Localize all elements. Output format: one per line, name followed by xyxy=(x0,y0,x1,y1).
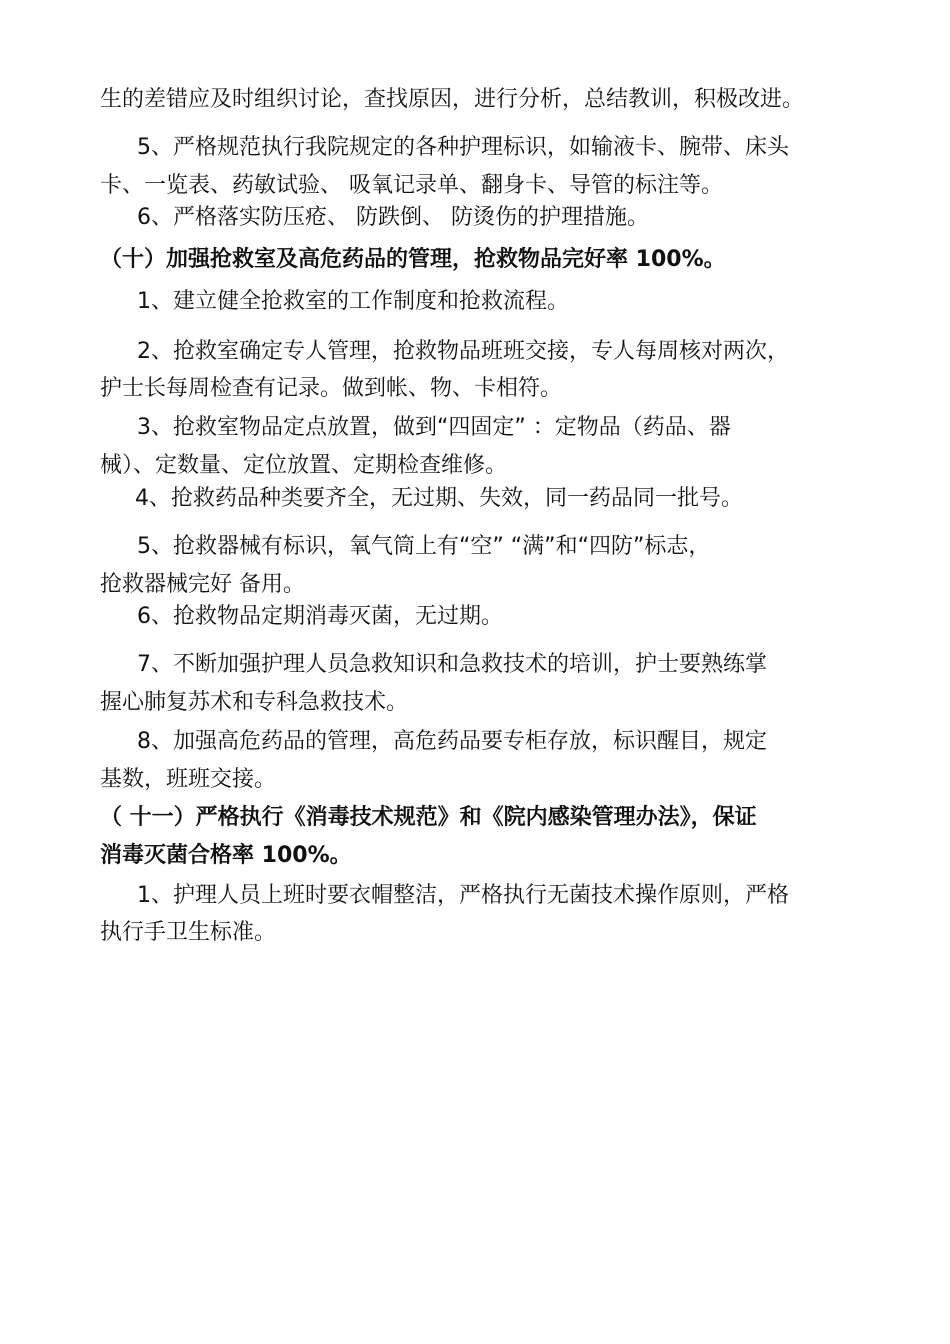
paragraph-line: 4、抢救药品种类要齐全，无过期、失效，同一药品同一批号。 xyxy=(135,486,743,511)
paragraph-line: 2、抢救室确定专人管理，抢救物品班班交接，专人每周核对两次， xyxy=(137,339,789,364)
paragraph-line: 握心肺复苏术和专科急救技术。 xyxy=(100,690,409,715)
section-heading: （十）加强抢救室及高危药品的管理，抢救物品完好率 100%。 xyxy=(100,247,726,272)
paragraph-line: 1、建立健全抢救室的工作制度和抢救流程。 xyxy=(137,289,569,314)
paragraph-line: 卡、一览表、药敏试验、 吸氧记录单、翻身卡、导管的标注等。 xyxy=(100,173,723,198)
paragraph-line: 抢救器械完好 备用。 xyxy=(100,572,305,597)
paragraph-line: 械）、定数量、定位放置、定期检查维修。 xyxy=(100,453,508,478)
paragraph-line: 执行手卫生标准。 xyxy=(100,920,277,945)
paragraph-line: 基数，班班交接。 xyxy=(100,767,277,792)
paragraph-line: 3、抢救室物品定点放置，做到“四固定” ：定物品（药品、器 xyxy=(137,415,731,440)
paragraph-line: 1、护理人员上班时要衣帽整洁，严格执行无菌技术操作原则，严格 xyxy=(137,883,789,908)
paragraph-line: 7、不断加强护理人员急救知识和急救技术的培训，护士要熟练掌 xyxy=(137,652,767,677)
paragraph-line: 5、严格规范执行我院规定的各种护理标识，如输液卡、腕带、床头 xyxy=(137,135,789,160)
section-heading: （ 十一）严格执行《消毒技术规范》和《院内感染管理办法》，保证 xyxy=(100,805,757,830)
paragraph-line: 护士长每周检查有记录。做到帐、物、卡相符。 xyxy=(100,376,563,401)
paragraph-line: 生的差错应及时组织讨论，查找原因，进行分析，总结教训，积极改进。 xyxy=(100,87,805,112)
paragraph-line: 8、加强高危药品的管理，高危药品要专柜存放，标识醒目，规定 xyxy=(137,729,767,754)
paragraph-line: 5、抢救器械有标识，氧气筒上有“空” “满”和“四防”标志， xyxy=(137,534,711,559)
section-heading: 消毒灭菌合格率 100%。 xyxy=(100,843,352,868)
paragraph-line: 6、抢救物品定期消毒灭菌，无过期。 xyxy=(137,604,503,629)
paragraph-line: 6、严格落实防压疮、 防跌倒、 防烫伤的护理措施。 xyxy=(137,205,649,230)
